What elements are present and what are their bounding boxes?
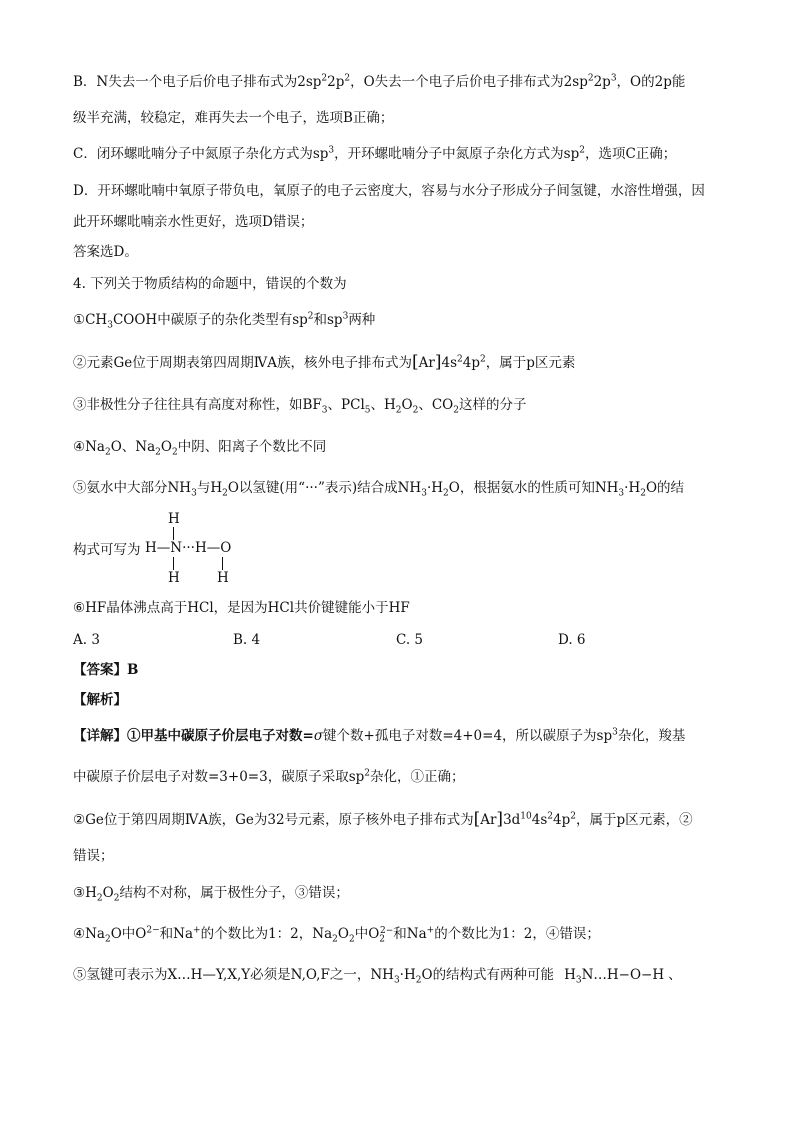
structure-top-h: H: [168, 511, 180, 527]
option-d-line-1: D．开环螺吡喃中氧原子带负电，氧原子的电子云密度大，容易与水分子形成分子间氢键，水溶性增强，因: [73, 183, 705, 199]
statement-1: $①CH_3COOH$中碳原子的杂化类型有$sp^2$和$sp^3$两种: [73, 311, 376, 331]
structure-bond-bottom: [173, 557, 174, 570]
detail-line-5: $③H_2O_2$结构不对称，属于极性分子，③错误；: [73, 885, 349, 904]
option-b-line-1: B．N失去一个电子后价电子排布式为$2sp^22p^2$，O失去一个电子后价电子排布式为$2sp^22p^3$，O的2p能: [73, 73, 686, 90]
statement-2: ②元素Ge位于周期表第四周期ⅣA族，核外电子排布式为$[Ar]4s^24p^2$，属于p区元素: [73, 352, 576, 372]
answer-choice-line: 答案选D。: [73, 244, 138, 260]
detail-line-7: ⑤氢键可表示为X…H—Y,X,Y必须是N,O,F之一，$NH_3\cdot H_2O$的结构式有两种可能 $H_3N\dots H-O-H$ 、: [73, 967, 682, 986]
structure-bottom-h: H: [168, 570, 180, 586]
structure-bond-o-h: [222, 557, 223, 570]
structure-bottom-h-2: H: [217, 570, 229, 586]
option-d-line-2: 此开环螺吡喃亲水性更好，选项D错误；: [73, 214, 314, 230]
option-b-line-2: 级半充满，较稳定，难再失去一个电子，选项B正确；: [73, 110, 394, 126]
analysis-label: 【解析】: [73, 692, 127, 708]
choice-b: B. 4: [233, 632, 261, 648]
detail-line-4: 错误；: [73, 848, 114, 864]
choice-c: C. 5: [396, 632, 424, 648]
structure-bond-top: [173, 527, 174, 540]
question-4-stem: 4. 下列关于物质结构的命题中，错误的个数为: [73, 276, 347, 292]
answer-label: 【答案】B: [73, 662, 139, 678]
detail-line-1: 【详解】①甲基中碳原子价层电子对数=σ键个数+孤电子对数=4+0=4，所以碳原子为$sp^3$杂化，羧基: [73, 727, 686, 744]
ammonia-water-structural-formula: [145, 512, 245, 588]
detail-line-2: 中碳原子价层电子对数=3+0=3，碳原子采取$sp^2$杂化，①正确；: [73, 768, 465, 785]
statement-6: ⑥HF晶体沸点高于HCl，是因为HCl共价键键能小于HF: [73, 600, 410, 616]
detail-line-6: $④Na_2O$中$O^{2-}$和Na+的个数比为1：2，$Na_2O_2$中$O_2^{2-}$和Na+的个数比为1：2，④错误；: [73, 925, 600, 945]
statement-4: $④Na_2O$、$Na_2O_2$中阴、阳离子个数比不同: [73, 439, 327, 458]
structure-main-chain: H—N···H—O: [145, 540, 232, 556]
detail-line-3: ②Ge位于第四周期ⅣA族，Ge为32号元素，原子核外电子排布式为$[Ar]3d^{10}4s^24p^2$，属于p区元素，②: [73, 809, 693, 829]
statement-5: ⑤氨水中大部分$NH_3$与$H_2O$以氢键(用“···”表示)结合成$NH_3\cdot H_2O$，根据氨水的性质可知$NH_3\cdot H_2O$的结: [73, 480, 685, 499]
choice-a: A. 3: [73, 632, 100, 648]
statement-3: ③非极性分子往往具有高度对称性，如$BF_3$、PCl$_5$、$H_2O_2$、$CO_2$这样的分子: [73, 397, 527, 416]
option-c-line: C．闭环螺吡喃分子中氮原子杂化方式为$sp^3$，开环螺吡喃分子中氮原子杂化方式为$sp^2$，选项C正确；: [73, 145, 677, 162]
statement-5-structure-label: 构式可写为: [73, 542, 141, 558]
choice-d: D. 6: [558, 632, 586, 648]
